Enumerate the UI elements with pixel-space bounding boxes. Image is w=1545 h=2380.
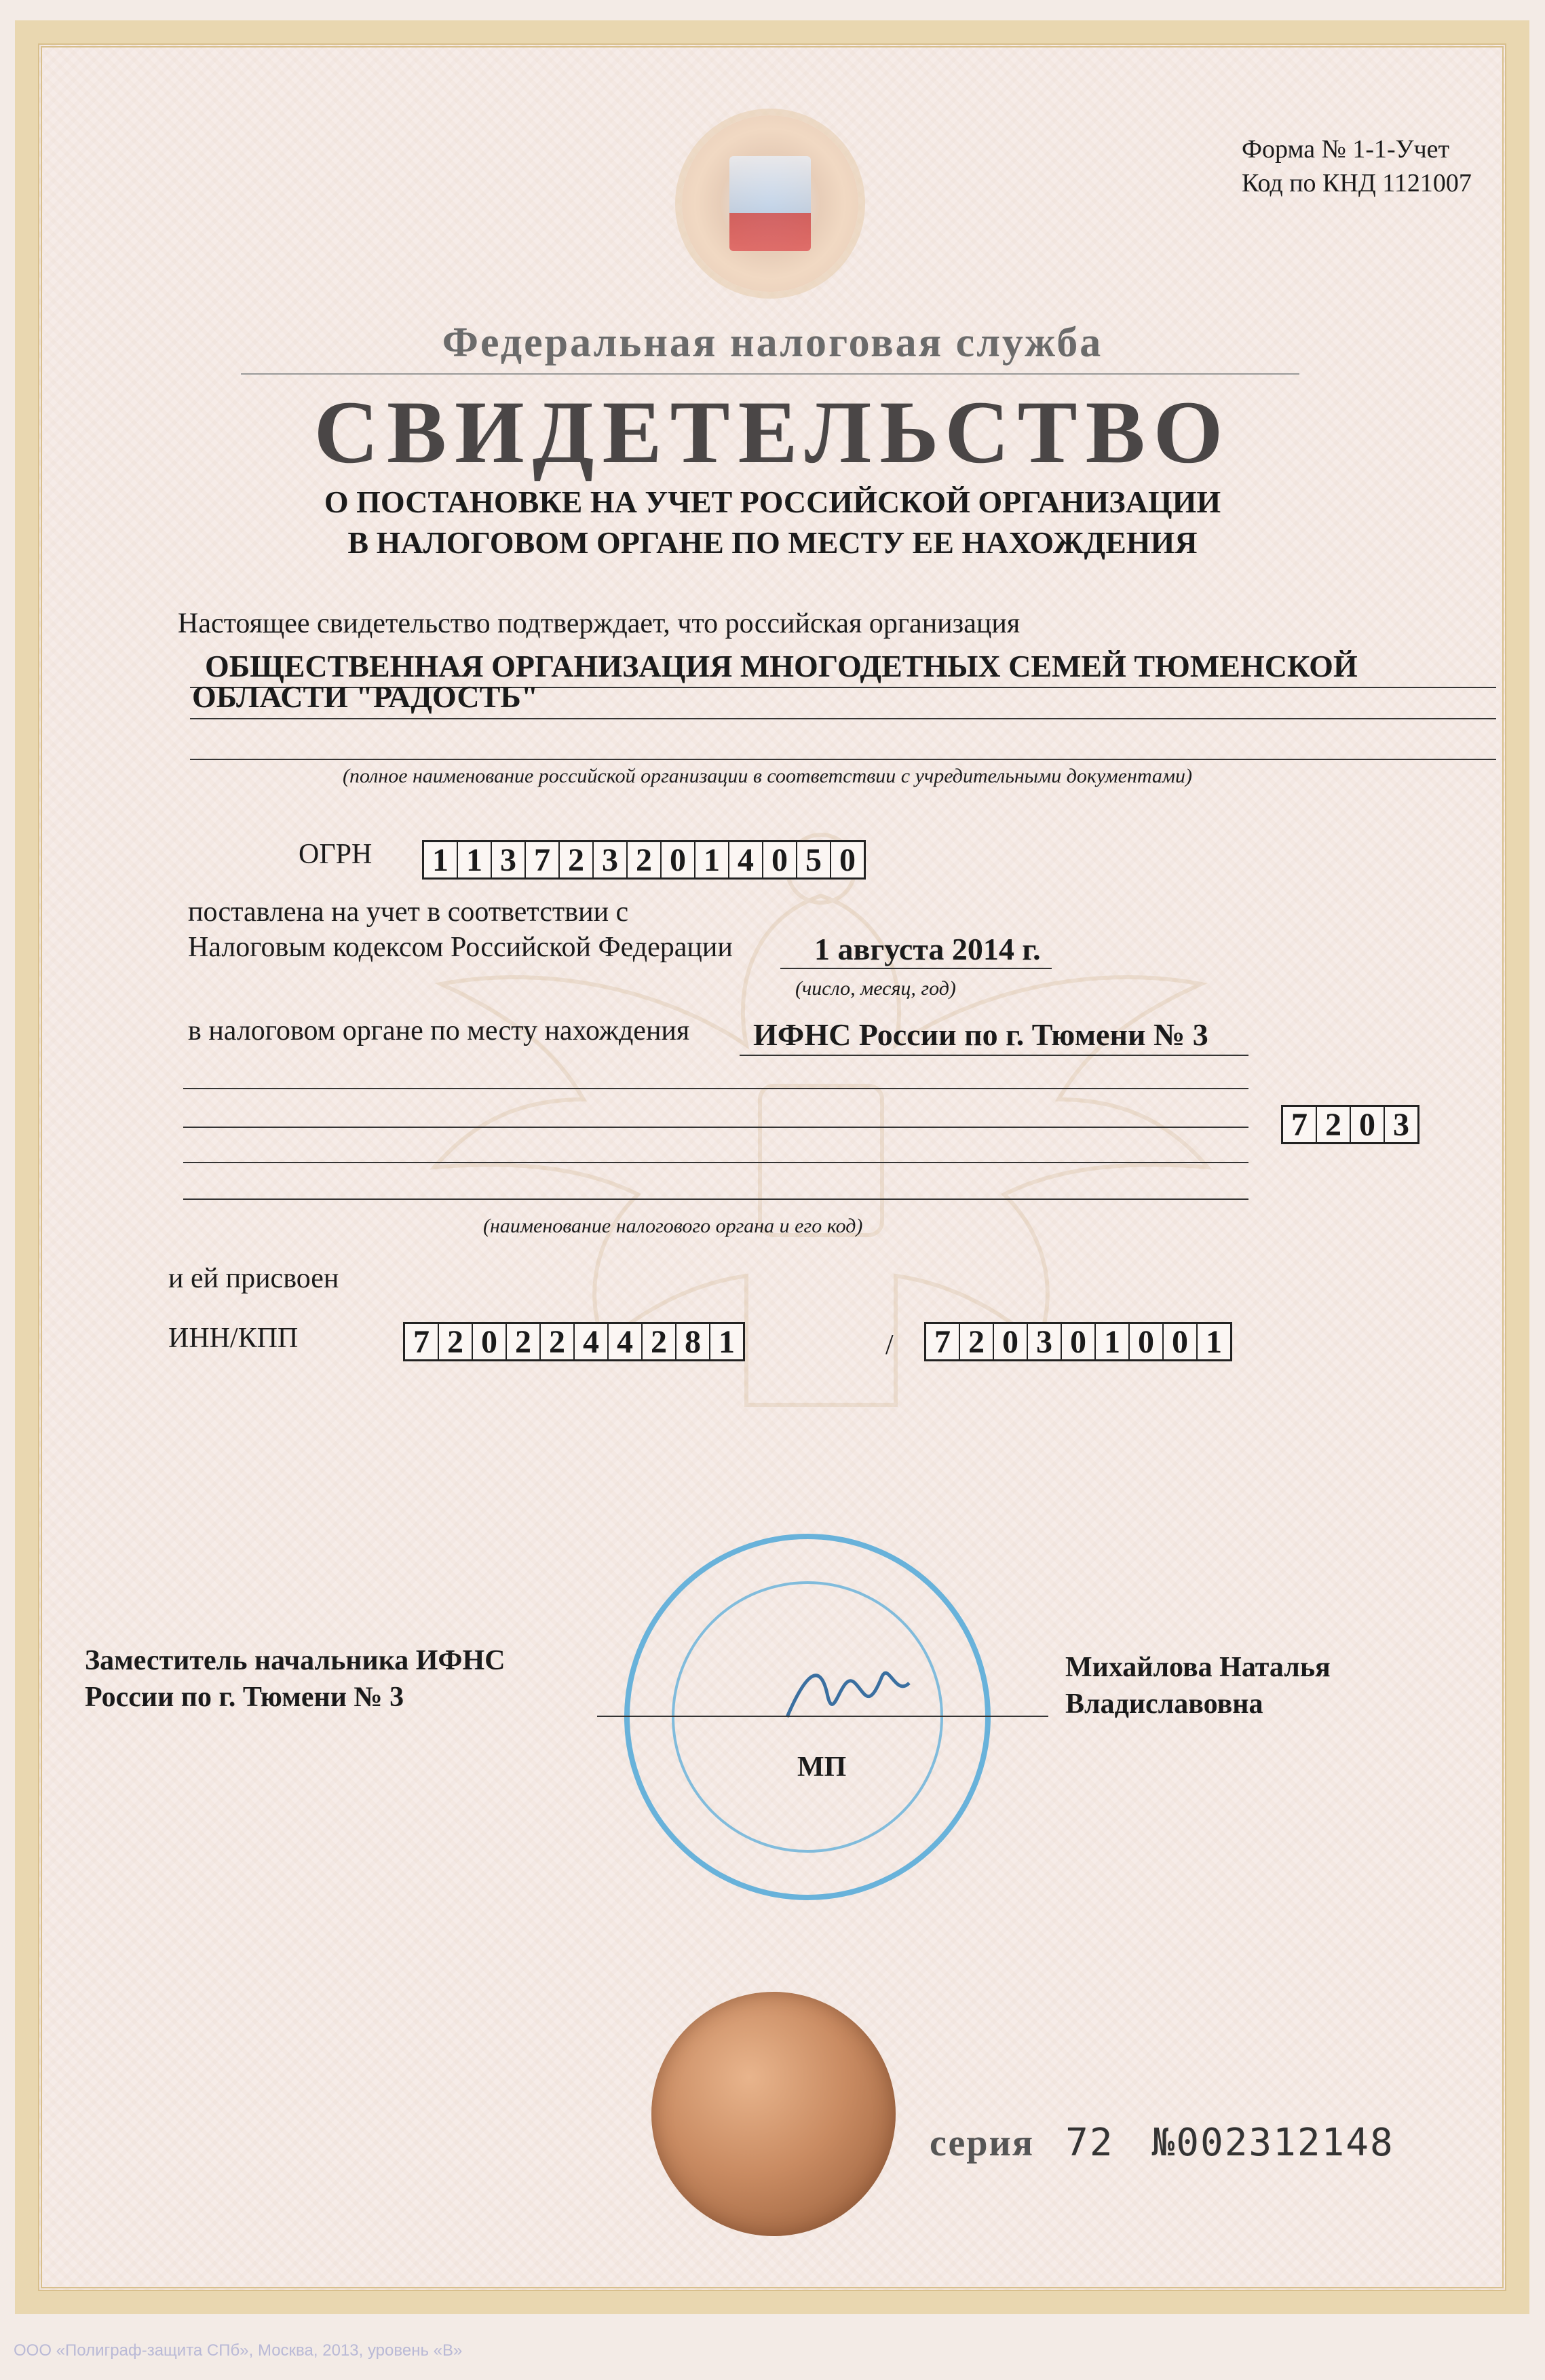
org-name-note: (полное наименование российской организации в соответствии с учредительными документами) (343, 765, 1193, 787)
digit-cell: 0 (763, 842, 797, 877)
signer-position-line-1: Заместитель начальника ИФНС (85, 1645, 506, 1676)
signer-name-line-1: Михайлова Наталья (1065, 1652, 1331, 1683)
digit-cell: 0 (473, 1324, 507, 1359)
digit-cell: 3 (492, 842, 526, 877)
digit-cell: 2 (1317, 1107, 1351, 1142)
form-header (1242, 132, 1472, 200)
digit-cell: 1 (424, 842, 458, 877)
digit-cell: 7 (526, 842, 560, 877)
signer-name-line-2: Владиславовна (1065, 1688, 1263, 1720)
digit-cell: 0 (1351, 1107, 1385, 1142)
digit-cell: 1 (695, 842, 729, 877)
registration-date: 1 августа 2014 г. (814, 932, 1041, 966)
digit-cell: 4 (575, 1324, 609, 1359)
digit-cell: 2 (439, 1324, 473, 1359)
digit-cell: 1 (1206, 1324, 1222, 1360)
date-underline (780, 968, 1052, 969)
digit-cell: 0 (994, 1324, 1028, 1359)
gold-seal (651, 1992, 896, 2236)
signer-position (85, 1642, 506, 1716)
series-block (930, 2121, 1394, 2165)
digit-cell: 0 (839, 842, 856, 878)
issuer-title: Федеральная налоговая служба (442, 320, 1103, 366)
signer-position-line-2: России по г. Тюмени № 3 (85, 1682, 404, 1713)
knd-code: Код по КНД 1121007 (1242, 169, 1472, 197)
registered-line-1: поставлена на учет в соответствии с (188, 896, 629, 928)
ogrn-label: ОГРН (299, 839, 373, 870)
signature-icon (780, 1642, 916, 1744)
digit-cell: 7 (926, 1324, 960, 1359)
digit-cell: 0 (1062, 1324, 1096, 1359)
digit-cell: 2 (960, 1324, 994, 1359)
digit-cell: 2 (643, 1324, 676, 1359)
series-label: серия (930, 2122, 1035, 2164)
subtitle-line-2: В НАЛОГОВОМ ОРГАНЕ ПО МЕСТУ ЕЕ НАХОЖДЕНИЯ (347, 525, 1198, 560)
digit-cell: 3 (594, 842, 628, 877)
registered-line-2: Налоговым кодексом Российской Федерации (188, 932, 733, 963)
inn-digit-boxes (403, 1322, 745, 1361)
authority-line-1 (183, 1088, 1248, 1089)
series-value: 72 (1065, 2121, 1114, 2165)
digit-cell: 8 (676, 1324, 710, 1359)
certificate-number: №002312148 (1151, 2121, 1394, 2165)
digit-cell: 0 (662, 842, 695, 877)
assigned-text: и ей присвоен (168, 1263, 339, 1294)
stamp-label: МП (797, 1752, 847, 1783)
digit-cell: 2 (628, 842, 662, 877)
authority-line-4 (183, 1198, 1248, 1200)
tax-authority-name: ИФНС России по г. Тюмени № 3 (753, 1017, 1208, 1052)
tax-authority-code-boxes (1281, 1105, 1419, 1144)
org-line-3 (190, 759, 1496, 760)
authority-line-0 (740, 1055, 1248, 1056)
form-number: Форма № 1-1-Учет (1242, 135, 1450, 164)
signer-name (1065, 1649, 1331, 1722)
digit-cell: 2 (560, 842, 594, 877)
tax-authority-note: (наименование налогового органа и его код) (483, 1215, 863, 1237)
issuer-underline (241, 373, 1299, 375)
digit-cell: 3 (1393, 1107, 1409, 1143)
digit-cell: 1 (719, 1324, 735, 1360)
digit-cell: 5 (797, 842, 831, 877)
signature-line (597, 1716, 1048, 1717)
kpp-digit-boxes (924, 1322, 1232, 1361)
digit-cell: 4 (729, 842, 763, 877)
digit-cell: 4 (609, 1324, 643, 1359)
tax-authority-text: в налоговом органе по месту нахождения (188, 1015, 690, 1046)
digit-cell: 0 (1164, 1324, 1198, 1359)
subtitle-line-1: О ПОСТАНОВКЕ НА УЧЕТ РОССИЙСКОЙ ОРГАНИЗАЦИИ (324, 485, 1221, 519)
ogrn-digit-boxes (422, 840, 866, 880)
authority-line-2 (183, 1127, 1248, 1128)
document-subtitle (0, 482, 1545, 563)
org-name-line-2: ОБЛАСТИ "РАДОСТЬ" (192, 679, 539, 714)
digit-cell: 1 (1096, 1324, 1130, 1359)
inn-kpp-label: ИНН/КПП (168, 1323, 299, 1354)
org-name-line-1: ОБЩЕСТВЕННАЯ ОРГАНИЗАЦИЯ МНОГОДЕТНЫХ СЕМЕЙ ТЮМЕНСКОЙ (205, 649, 1358, 683)
date-note: (число, месяц, год) (795, 977, 956, 1000)
document-title: СВИДЕТЕЛЬСТВО (313, 382, 1232, 482)
inn-kpp-separator: / (885, 1329, 894, 1361)
digit-cell: 1 (458, 842, 492, 877)
digit-cell: 3 (1028, 1324, 1062, 1359)
confirm-text: Настоящее свидетельство подтверждает, что российская организация (178, 608, 1021, 639)
digit-cell: 2 (541, 1324, 575, 1359)
digit-cell: 2 (507, 1324, 541, 1359)
digit-cell: 0 (1130, 1324, 1164, 1359)
org-line-2 (190, 718, 1496, 719)
printer-info: ООО «Полиграф-защита СПб», Москва, 2013, уровень «В» (14, 2341, 463, 2360)
digit-cell: 7 (405, 1324, 439, 1359)
coat-of-arms-icon (729, 156, 811, 251)
digit-cell: 7 (1283, 1107, 1317, 1142)
authority-line-3 (183, 1162, 1248, 1163)
